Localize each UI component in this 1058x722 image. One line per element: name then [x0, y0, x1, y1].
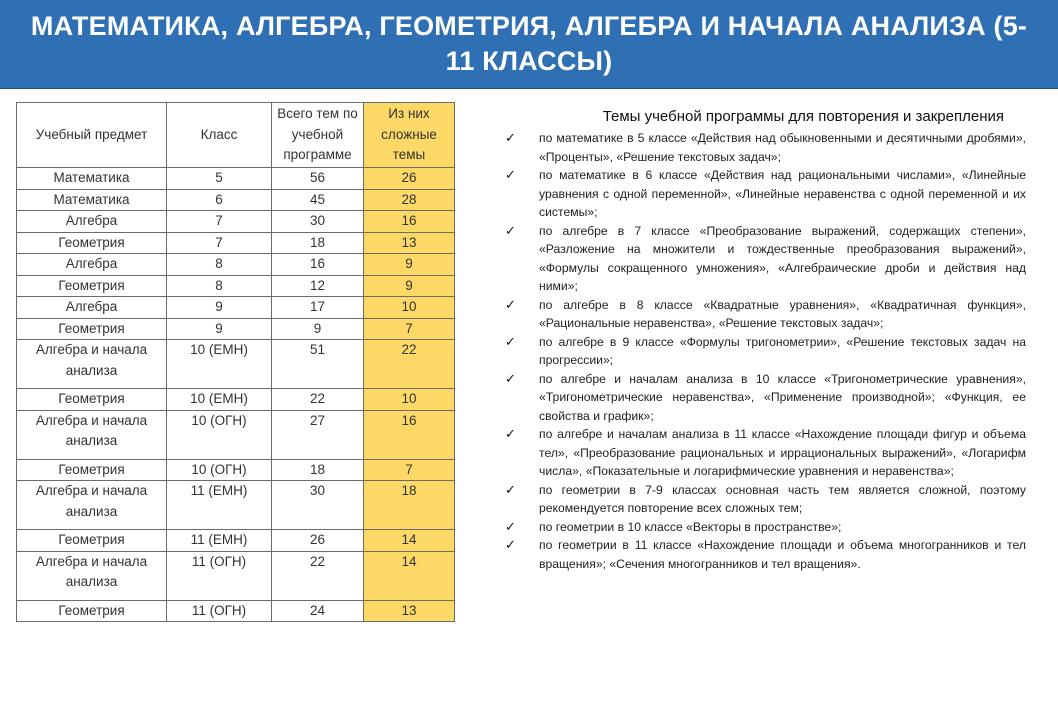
table-row: [17, 318, 455, 340]
topic-text: по алгебре в 7 классе «Преобразование выражений, содержащих степени», «Разложение на множители и тождественные преобразования выражений», «Формулы сокращенного умножения», «Алгебраические дроби и действия над ними»;: [539, 223, 1026, 293]
topic-text: по геометрии в 7-9 классах основная часть тем является сложной, поэтому рекомендуется повторение всех сложных тем;: [539, 482, 1026, 515]
table-row: [17, 551, 455, 600]
cell-subject: Алгебра и начала анализа: [17, 551, 167, 600]
cell-subject: Геометрия: [17, 318, 167, 340]
topic-text: по математике в 5 классе «Действия над обыкновенными и десятичными дробями», «Проценты», «Решение текстовых задач»;: [539, 131, 1026, 164]
cell-total: 22: [272, 389, 364, 411]
cell-hard: 7: [364, 318, 455, 340]
topic-item: [502, 481, 1026, 518]
cell-total: 24: [272, 600, 364, 622]
header-total: Всего тем по учебной программе: [272, 103, 364, 168]
cell-total: 45: [272, 189, 364, 211]
table-row: [17, 481, 455, 530]
cell-total: 22: [272, 551, 364, 600]
table-row: [17, 410, 455, 459]
checkmark-icon: ✓: [505, 130, 516, 145]
checkmark-icon: ✓: [505, 167, 516, 182]
cell-hard: 26: [364, 168, 455, 190]
topic-text: по алгебре в 8 классе «Квадратные уравнения», «Квадратичная функция», «Рациональные неравенства», «Решение текстовых задач»;: [539, 297, 1026, 330]
cell-hard: 14: [364, 551, 455, 600]
cell-hard: 18: [364, 481, 455, 530]
cell-class: 7: [167, 211, 272, 233]
cell-subject: Математика: [17, 168, 167, 190]
checkmark-icon: ✓: [505, 370, 516, 386]
cell-hard: 22: [364, 340, 455, 389]
topic-text: по алгебре и началам анализа в 11 классе «Нахождение площади фигур и объема тел», «Преобразование рациональных и иррациональных выражений», «Логарифм числа», «Показательные и логарифмические уравнения и неравенства»;: [539, 427, 1026, 478]
cell-subject: Геометрия: [17, 275, 167, 297]
cell-total: 26: [272, 530, 364, 552]
cell-total: 18: [272, 232, 364, 254]
cell-hard: 10: [364, 297, 455, 319]
cell-total: 16: [272, 254, 364, 276]
cell-subject: Алгебра: [17, 254, 167, 276]
cell-hard: 16: [364, 410, 455, 459]
header-class: Класс: [167, 103, 272, 168]
topic-item: [502, 370, 1026, 426]
topic-text: по геометрии в 10 классе «Векторы в пространстве»;: [539, 519, 842, 534]
table-header-row: [17, 103, 455, 168]
cell-total: 17: [272, 297, 364, 319]
title-banner: [0, 0, 1058, 89]
cell-total: 9: [272, 318, 364, 340]
topic-text: по геометрии в 11 классе «Нахождение площади и объема многогранников и тел вращения»; «Сечения многогранников и тел вращения».: [539, 538, 1026, 571]
cell-class: 11 (ЕМН): [167, 530, 272, 552]
cell-subject: Геометрия: [17, 232, 167, 254]
cell-class: 7: [167, 232, 272, 254]
cell-total: 18: [272, 459, 364, 481]
table-row: [17, 211, 455, 233]
topics-panel: [502, 108, 1026, 573]
header-subject: Учебный предмет: [17, 103, 167, 168]
checkmark-icon: ✓: [505, 222, 516, 238]
table-row: [17, 340, 455, 389]
cell-subject: Алгебра и начала анализа: [17, 481, 167, 530]
cell-subject: Геометрия: [17, 530, 167, 552]
cell-hard: 9: [364, 275, 455, 297]
cell-subject: Алгебра и начала анализа: [17, 410, 167, 459]
cell-class: 5: [167, 168, 272, 190]
cell-class: 10 (ОГН): [167, 459, 272, 481]
cell-subject: Алгебра: [17, 297, 167, 319]
topic-item: [502, 296, 1026, 333]
topic-item: [502, 222, 1026, 296]
table-row: [17, 189, 455, 211]
table-row: [17, 254, 455, 276]
cell-hard: 16: [364, 211, 455, 233]
checkmark-icon: ✓: [505, 426, 516, 441]
cell-class: 8: [167, 254, 272, 276]
hard-topics-table-container: [16, 102, 455, 622]
topics-heading: Темы учебной программы для повторения и закрепления: [602, 108, 1004, 125]
cell-total: 51: [272, 340, 364, 389]
cell-class: 9: [167, 318, 272, 340]
cell-subject: Алгебра: [17, 211, 167, 233]
table-row: [17, 275, 455, 297]
cell-class: 10 (ЕМН): [167, 389, 272, 411]
cell-class: 10 (ОГН): [167, 410, 272, 459]
table-row: [17, 232, 455, 254]
cell-total: 30: [272, 211, 364, 233]
table-row: [17, 530, 455, 552]
header-hard: Из них сложные темы: [364, 103, 455, 168]
cell-class: 9: [167, 297, 272, 319]
cell-subject: Геометрия: [17, 459, 167, 481]
topics-list: [502, 129, 1026, 573]
hard-topics-table: [16, 102, 455, 622]
topic-item: [502, 129, 1026, 166]
topic-item: [502, 536, 1026, 573]
cell-hard: 9: [364, 254, 455, 276]
cell-subject: Геометрия: [17, 600, 167, 622]
table-row: [17, 297, 455, 319]
checkmark-icon: ✓: [505, 333, 516, 349]
table-row: [17, 600, 455, 622]
topic-item: [502, 425, 1026, 481]
checkmark-icon: ✓: [505, 481, 516, 497]
cell-hard: 14: [364, 530, 455, 552]
cell-class: 8: [167, 275, 272, 297]
cell-total: 56: [272, 168, 364, 190]
cell-total: 12: [272, 275, 364, 297]
checkmark-icon: ✓: [505, 296, 516, 312]
cell-class: 11 (ОГН): [167, 551, 272, 600]
cell-subject: Математика: [17, 189, 167, 211]
cell-total: 30: [272, 481, 364, 530]
cell-hard: 10: [364, 389, 455, 411]
cell-hard: 7: [364, 459, 455, 481]
cell-class: 6: [167, 189, 272, 211]
cell-total: 27: [272, 410, 364, 459]
cell-class: 11 (ЕМН): [167, 481, 272, 530]
table-row: [17, 389, 455, 411]
topic-text: по математике в 6 классе «Действия над рациональными числами», «Линейные уравнения с одной переменной», «Линейные неравенства с одной переменной и их системы»;: [539, 168, 1026, 219]
cell-hard: 13: [364, 232, 455, 254]
cell-subject: Геометрия: [17, 389, 167, 411]
checkmark-icon: ✓: [505, 537, 516, 552]
topic-text: по алгебре в 9 классе «Формулы тригонометрии», «Решение текстовых задач на прогрессии»;: [539, 334, 1026, 367]
cell-class: 11 (ОГН): [167, 600, 272, 622]
page-title: МАТЕМАТИКА, АЛГЕБРА, ГЕОМЕТРИЯ, АЛГЕБРА И НАЧАЛА АНАЛИЗА (5-11 КЛАССЫ): [30, 11, 1028, 76]
topic-text: по алгебре и началам анализа в 10 классе «Тригонометрические уравнения», «Тригонометрические неравенства», «Применение производной»; «Функция, ее свойства и график»;: [539, 371, 1026, 423]
table-row: [17, 168, 455, 190]
topic-item: [502, 333, 1026, 370]
topic-item: [502, 518, 1026, 537]
cell-hard: 28: [364, 189, 455, 211]
cell-hard: 13: [364, 600, 455, 622]
topic-item: [502, 166, 1026, 222]
table-body: [17, 168, 455, 622]
cell-class: 10 (ЕМН): [167, 340, 272, 389]
checkmark-icon: ✓: [505, 518, 516, 534]
cell-subject: Алгебра и начала анализа: [17, 340, 167, 389]
table-row: [17, 459, 455, 481]
